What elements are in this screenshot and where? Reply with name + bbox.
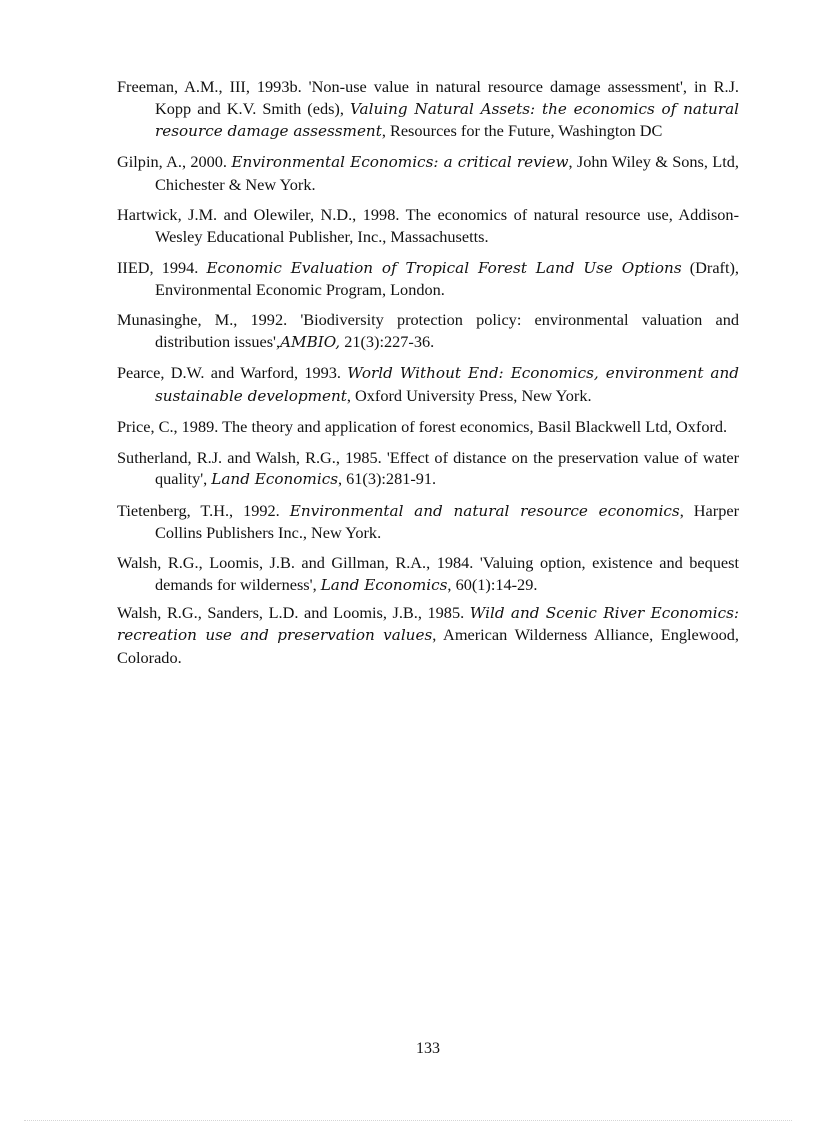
reference-text: Gilpin, A., 2000. <box>117 152 232 172</box>
reference-title: World Without End: Economics, environment and sustainable development <box>155 364 739 405</box>
reference-title: Environmental and natural resource economics <box>289 501 680 520</box>
reference-text: , American Wilderness Alliance, Englewood, Colorado. <box>117 625 740 668</box>
reference-title: Wild and Scenic River Economics: recreation use and preservation values <box>117 603 740 645</box>
reference-entry <box>117 552 739 596</box>
reference-entry <box>117 362 739 407</box>
reference-title: Land Economics <box>320 575 448 594</box>
reference-entry <box>117 500 739 544</box>
reference-text: , Resources for the Future, Washington DC <box>381 121 663 141</box>
reference-entry <box>117 257 739 301</box>
reference-entry <box>117 447 739 491</box>
reference-text: , 60(1):14-29. <box>447 574 538 594</box>
reference-text: , Harper Collins Publishers Inc., New York. <box>155 500 739 543</box>
reference-text: Walsh, R.G., Sanders, L.D. and Loomis, J.B., 1985. <box>117 602 470 622</box>
reference-text: , 61(3):281-91. <box>338 469 437 489</box>
reference-text: Freeman, A.M., III, 1993b. 'Non-use value in natural resource damage assessment', in R.J. Kopp and K.V. Smith (eds), <box>117 77 739 118</box>
reference-text: Munasinghe, M., 1992. 'Biodiversity protection policy: environmental valuation and distribution issues', <box>117 310 739 351</box>
reference-title: Land Economics <box>211 470 338 489</box>
reference-entry <box>117 309 739 353</box>
reference-title: Valuing Natural Assets: the economics of natural resource damage assessment <box>155 99 740 141</box>
reference-text: , John Wiley & Sons, Ltd, Chichester & New York. <box>155 152 739 194</box>
reference-text: Sutherland, R.J. and Walsh, R.G., 1985. 'Effect of distance on the preservation value of water quality', <box>117 447 739 489</box>
reference-text: Hartwick, J.M. and Olewiler, N.D., 1998. The economics of natural resource use, Addison-Wesley Educational Publisher, Inc., Massachusetts. <box>117 204 739 246</box>
reference-title: AMBIO, <box>280 332 341 351</box>
reference-entry <box>117 204 739 248</box>
page-number: 133 <box>416 1040 440 1057</box>
reference-text: Price, C., 1989. The theory and application of forest economics, Basil Blackwell Ltd, Oxford. <box>117 416 728 436</box>
reference-entry <box>117 602 739 669</box>
reference-title: Economic Evaluation of Tropical Forest Land Use Options <box>206 258 682 277</box>
reference-entry <box>117 151 739 195</box>
reference-text: , Oxford University Press, New York. <box>346 385 592 405</box>
reference-entry <box>117 416 739 439</box>
reference-entry <box>117 76 739 143</box>
reference-text: Walsh, R.G., Loomis, J.B. and Gillman, R.A., 1984. 'Valuing option, existence and bequest demands for wilderness', <box>117 553 739 594</box>
reference-title: Environmental Economics: a critical review <box>231 153 569 172</box>
reference-list <box>117 76 739 677</box>
reference-text: (Draft), Environmental Economic Program, London. <box>155 257 739 300</box>
reference-text: Tietenberg, T.H., 1992. <box>117 500 290 520</box>
reference-text: 21(3):227-36. <box>340 331 435 351</box>
page-bottom-divider <box>24 1120 792 1121</box>
reference-text: Pearce, D.W. and Warford, 1993. <box>117 363 348 383</box>
reference-text: IIED, 1994. <box>117 257 207 277</box>
